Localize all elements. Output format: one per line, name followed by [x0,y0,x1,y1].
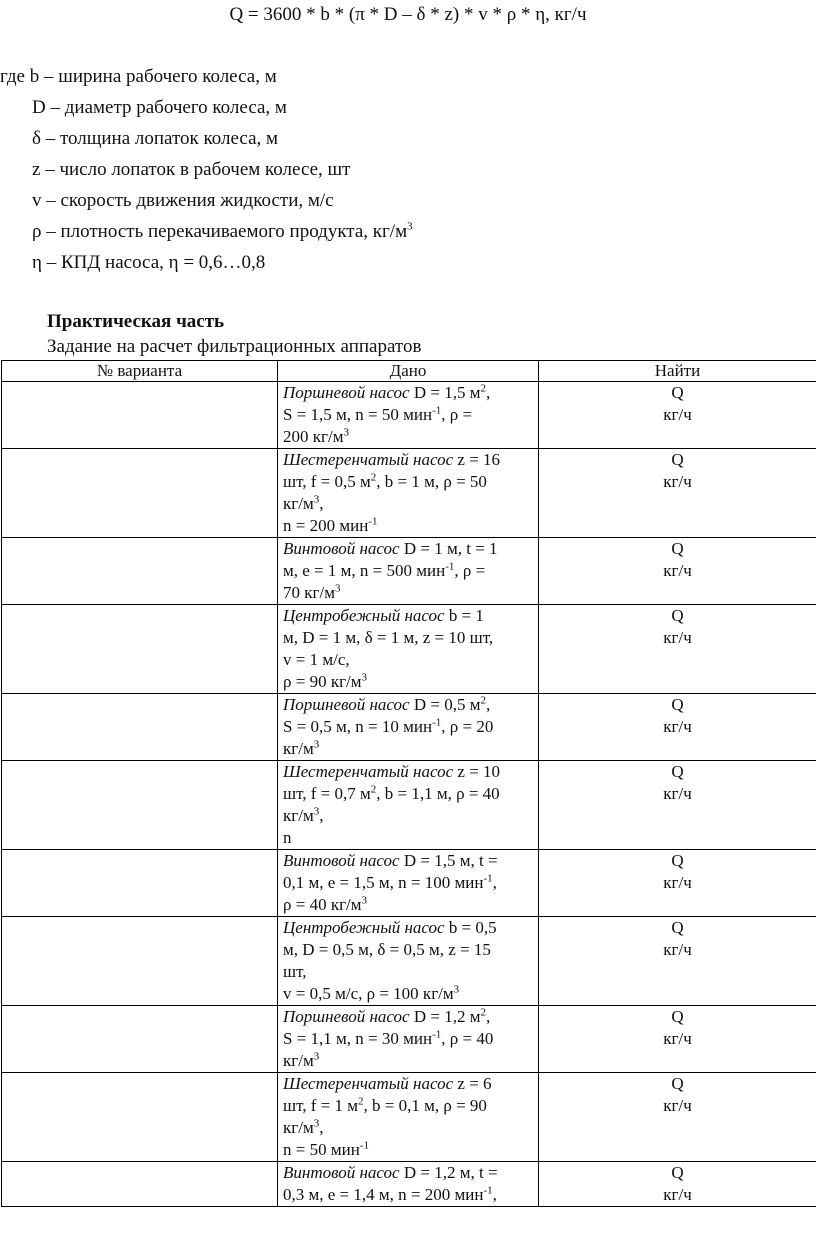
find-unit: кг/ч [663,1029,692,1048]
given-superscript: -1 [432,1028,442,1041]
given-text: кг/м [283,806,314,825]
pump-type: Поршневой насос [283,695,410,714]
given-superscript: 2 [370,471,377,484]
given-superscript: 3 [343,426,349,439]
given-text: , [319,806,324,825]
given-text: D = 1,2 м, t = [399,1163,498,1182]
given-text: n = 200 мин [283,516,369,535]
task-title: Задание на расчет фильтрационных аппаратов [47,336,422,357]
definition-symbol: где b [0,66,40,87]
find-unit: кг/ч [663,1096,692,1115]
given-text: , [319,1118,324,1137]
pump-type: Поршневой насос [283,383,410,402]
find-quantity: Q [671,1007,684,1026]
find-cell [539,1162,816,1207]
given-text: z = 6 [453,1074,492,1093]
variant-cell [2,761,278,850]
given-text: , [485,695,491,714]
given-superscript: -1 [368,515,378,528]
find-cell [539,605,816,694]
given-cell [278,605,539,694]
given-text: шт, f = 0,7 м [283,784,371,803]
given-superscript: 3 [313,493,320,506]
given-text: шт, f = 0,5 м [283,472,371,491]
definition-line [0,64,413,95]
given-superscript: -1 [445,560,455,573]
given-text: кг/м [283,1118,314,1137]
given-text: n = 50 мин [283,1140,360,1159]
pump-type: Центробежный насос [283,918,445,937]
definition-symbol: D [32,97,46,118]
find-unit: кг/ч [663,873,692,892]
given-superscript: -1 [432,404,442,417]
variant-cell [2,694,278,761]
given-cell [278,917,539,1006]
given-text: ρ = 40 кг/м [283,895,362,914]
variant-cell [2,1006,278,1073]
given-text: , b = 1,1 м, ρ = 40 [376,784,500,803]
definition-text: – число лопаток в рабочем колесе, шт [45,159,351,180]
given-text: D = 1,2 м [409,1007,481,1026]
find-quantity: Q [671,762,684,781]
given-cell [278,761,539,850]
pump-type: Шестеренчатый насос [283,762,454,781]
given-text: S = 1,1 м, n = 30 мин [283,1029,433,1048]
definition-text: – диаметр рабочего колеса, м [50,97,287,118]
find-cell [539,1073,816,1162]
given-superscript: 3 [361,671,368,684]
variant-cell [2,850,278,917]
find-quantity: Q [671,383,684,402]
given-text: м, e = 1 м, n = 500 мин [283,561,446,580]
find-quantity: Q [671,450,684,469]
find-cell [539,538,816,605]
given-cell [278,1162,539,1207]
given-superscript: 3 [453,983,460,996]
formula: Q = 3600 * b * (π * D – δ * z) * v * ρ * η, кг/ч [229,4,587,25]
find-quantity: Q [671,1074,684,1093]
variant-cell [2,538,278,605]
find-cell [539,1006,816,1073]
given-cell [278,850,539,917]
given-text: S = 1,5 м, n = 50 мин [283,405,433,424]
table-row [2,1073,816,1162]
pump-type: Винтовой насос [283,851,400,870]
definition-line [0,219,413,250]
definition-text: – плотность перекачиваемого продукта, кг/м [46,221,408,242]
table-row [2,449,816,538]
find-unit: кг/ч [663,1185,692,1204]
given-cell [278,449,539,538]
given-text: кг/м [283,739,314,758]
table-row [2,850,816,917]
given-text: , [485,383,491,402]
given-text: D = 1 м, t = 1 [399,539,498,558]
given-text: , ρ = 40 [441,1029,494,1048]
definition-text: – скорость движения жидкости, м/с [46,190,334,211]
variant-cell [2,1073,278,1162]
given-superscript: 3 [313,1050,320,1063]
given-text: n [283,828,292,847]
find-quantity: Q [671,695,684,714]
given-text: м, D = 1 м, δ = 1 м, z = 10 шт, [283,628,494,647]
table-row [2,382,816,449]
pump-type: Шестеренчатый насос [283,450,454,469]
variant-cell [2,1162,278,1207]
definitions-list [0,64,413,281]
table-header-row [2,361,816,382]
find-unit: кг/ч [663,405,692,424]
find-cell [539,694,816,761]
given-text: шт, [283,962,307,981]
section-title: Практическая часть [47,311,225,332]
find-quantity: Q [671,851,684,870]
given-text: кг/м [283,494,314,513]
definition-line [0,250,413,281]
given-text: ρ = 90 кг/м [283,672,362,691]
given-text: D = 1,5 м [409,383,481,402]
find-unit: кг/ч [663,472,692,491]
pump-type: Винтовой насос [283,1163,400,1182]
given-text: D = 1,5 м, t = [399,851,498,870]
definition-symbol: δ [32,128,41,149]
given-text: 200 кг/м [283,427,344,446]
definition-symbol: v [32,190,42,211]
given-superscript: -1 [483,872,493,885]
header-find: Найти [539,361,816,382]
given-text: м, D = 0,5 м, δ = 0,5 м, z = 15 [283,940,491,959]
given-text: 70 кг/м [283,583,335,602]
given-text: 0,3 м, e = 1,4 м, n = 200 мин [283,1185,484,1204]
given-text: , ρ = [454,561,486,580]
given-superscript: 3 [361,894,368,907]
given-text: , [492,873,497,892]
given-text: кг/м [283,1051,314,1070]
definition-text: – КПД насоса, η = 0,6…0,8 [46,252,266,273]
given-text: , ρ = 20 [441,717,494,736]
definition-superscript: 3 [407,220,413,233]
given-superscript: 3 [313,805,320,818]
find-cell [539,850,816,917]
given-text: шт, f = 1 м [283,1096,358,1115]
pump-type: Винтовой насос [283,539,400,558]
given-text: , b = 1 м, ρ = 50 [376,472,487,491]
given-text: , [485,1007,491,1026]
find-unit: кг/ч [663,784,692,803]
given-text: 0,1 м, e = 1,5 м, n = 100 мин [283,873,484,892]
definition-symbol: ρ [32,221,42,242]
variant-cell [2,917,278,1006]
pump-type: Поршневой насос [283,1007,410,1026]
find-cell [539,761,816,850]
table-row [2,1006,816,1073]
find-cell [539,449,816,538]
find-unit: кг/ч [663,940,692,959]
find-unit: кг/ч [663,717,692,736]
definition-line [0,188,413,219]
given-superscript: -1 [432,716,442,729]
find-unit: кг/ч [663,561,692,580]
given-superscript: 2 [370,783,377,796]
given-cell [278,1073,539,1162]
given-superscript: 2 [358,1095,364,1108]
variant-cell [2,449,278,538]
definition-symbol: z [32,159,41,180]
given-superscript: 2 [480,382,486,395]
find-quantity: Q [671,1163,684,1182]
given-text: , [492,1185,497,1204]
given-text: , b = 0,1 м, ρ = 90 [363,1096,487,1115]
task-table [1,360,816,1207]
given-text: v = 0,5 м/с, ρ = 100 кг/м [283,984,454,1003]
definition-text: – толщина лопаток колеса, м [45,128,279,149]
given-superscript: -1 [359,1139,369,1152]
definition-line [0,95,413,126]
table-row [2,1162,816,1207]
given-superscript: 3 [313,1117,320,1130]
variant-cell [2,605,278,694]
given-text: z = 10 [453,762,501,781]
table-row [2,917,816,1006]
given-text: D = 0,5 м [409,695,481,714]
definition-line [0,157,413,188]
given-text: , [319,494,324,513]
find-cell [539,917,816,1006]
pump-type: Шестеренчатый насос [283,1074,454,1093]
find-quantity: Q [671,918,684,937]
definition-symbol: η [32,252,42,273]
table-row [2,605,816,694]
given-superscript: -1 [483,1184,493,1197]
given-cell [278,382,539,449]
given-text: b = 1 [444,606,484,625]
find-quantity: Q [671,539,684,558]
given-superscript: 3 [334,582,341,595]
given-text: v = 1 м/с, [283,650,350,669]
given-superscript: 2 [480,1006,486,1019]
given-text: , ρ = [441,405,473,424]
given-text: z = 16 [453,450,501,469]
find-cell [539,382,816,449]
definition-text: – ширина рабочего колеса, м [43,66,277,87]
header-variant: № варианта [2,361,278,382]
given-cell [278,1006,539,1073]
variant-cell [2,382,278,449]
table-row [2,538,816,605]
find-quantity: Q [671,606,684,625]
given-cell [278,538,539,605]
definition-line [0,126,413,157]
header-given: Дано [278,361,539,382]
given-superscript: 3 [313,738,320,751]
given-superscript: 2 [480,694,486,707]
given-cell [278,694,539,761]
find-unit: кг/ч [663,628,692,647]
table-row [2,761,816,850]
pump-type: Центробежный насос [283,606,445,625]
table-row [2,694,816,761]
given-text: b = 0,5 [444,918,497,937]
given-text: S = 0,5 м, n = 10 мин [283,717,433,736]
